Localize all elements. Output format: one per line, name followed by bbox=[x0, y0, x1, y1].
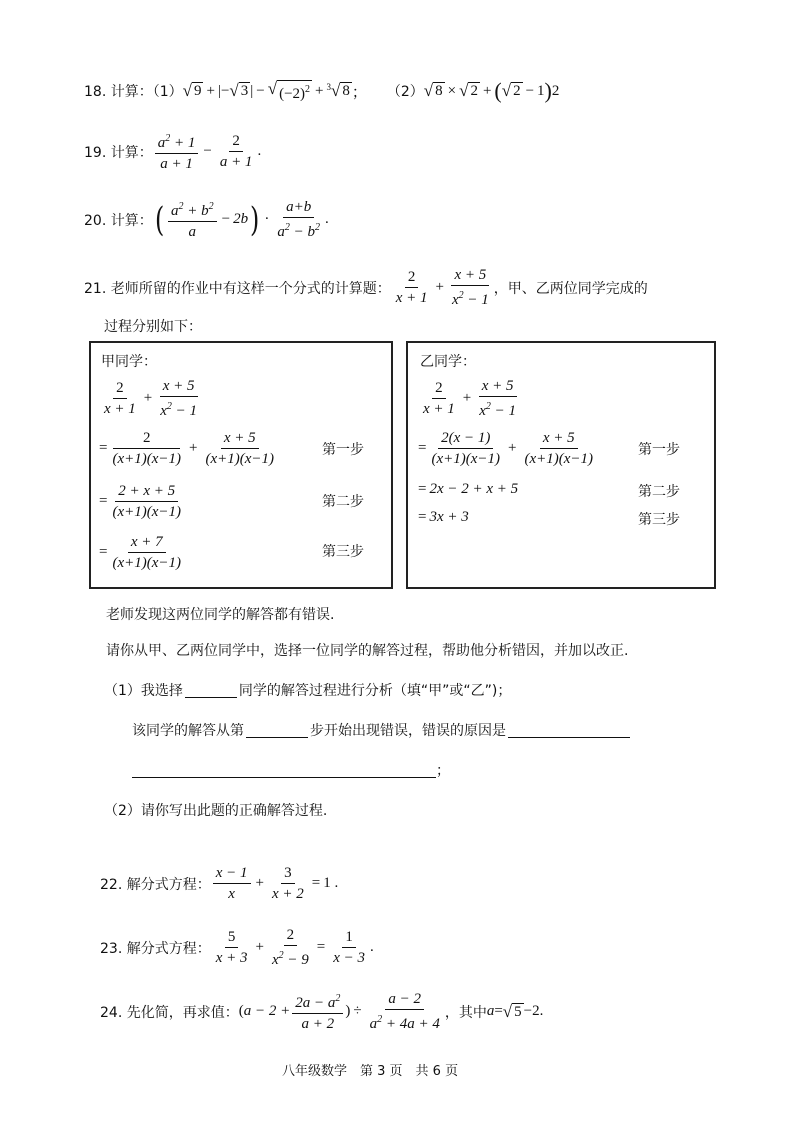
question-22 bbox=[100, 864, 338, 903]
q24-value: a = √ 5 −2. bbox=[486, 1001, 544, 1021]
part1-end: ； bbox=[436, 763, 450, 779]
question-24 bbox=[100, 990, 543, 1033]
question-22-label: 22. 解分式方程： bbox=[100, 876, 211, 893]
yi-step2-label: 第二步 bbox=[638, 484, 680, 500]
q20-expression: ( $\frac{a^2 + b^2}{a}$ − 2b ) · $\frac{a+b}{a^2 - b^2}$ . bbox=[154, 199, 329, 240]
error-reason-blank[interactable] bbox=[508, 723, 630, 738]
page-footer: 八年级数学 第 3 页 共 6 页 bbox=[282, 1064, 459, 1079]
q18-part2-label: （2） bbox=[386, 84, 424, 100]
question-24-label: 24. 先化简，再求值： bbox=[100, 1004, 239, 1021]
part1-reason-text: 步开始出现错误，错误的原因是 bbox=[310, 723, 506, 739]
q19-expression: $\frac{a^2 + 1}{a + 1}$ − $\frac{2}{a + 1}$ . bbox=[153, 130, 261, 173]
question-20-label: 20. 计算： bbox=[84, 212, 153, 229]
question-21-instruction: 请你从甲、乙两位同学中，选择一位同学的解答过程，帮助他分析错因，并加以改正. bbox=[106, 643, 629, 659]
question-18-label: 18. 计算：（1） bbox=[84, 84, 183, 100]
q24-expression: ( a − 2 + $\frac{2a - a^2}{a + 2}$ ) ÷ $\frac{a - 2}{a^2 + 4a + 4}$ bbox=[238, 991, 440, 1032]
question-19-label: 19. 计算： bbox=[84, 144, 153, 161]
part1-choose-text-2: 同学的解答过程进行分析（填“甲”或“乙”)； bbox=[238, 683, 512, 699]
error-step-blank[interactable] bbox=[246, 723, 308, 738]
yi-step3-label: 第三步 bbox=[638, 512, 680, 528]
question-24-tail: ，其中 bbox=[444, 1004, 487, 1021]
q18-expression-1: √ 9 + |− √ 3 | − √ $(-2)^2$ + 3 √ 8 ； bbox=[182, 78, 367, 102]
box-jia-title: 甲同学： bbox=[101, 354, 157, 370]
question-20 bbox=[84, 198, 329, 241]
solution-box-jia bbox=[89, 341, 393, 589]
yi-step3-expression: = 3x + 3 bbox=[418, 509, 469, 525]
question-19 bbox=[84, 130, 261, 173]
jia-step2-expression: = $\frac{2 + x + 5}{(x+1)(x-1)}$ bbox=[99, 483, 182, 520]
question-21-part1-row3 bbox=[132, 760, 450, 780]
question-21-part2: （2）请你写出此题的正确解答过程. bbox=[104, 803, 328, 819]
jia-step1-expression: = $\frac{2}{(x+1)(x-1)}$ + $\frac{x + 5}{(x+1)(x-1)}$ bbox=[99, 430, 275, 467]
question-21-note: 老师发现这两位同学的解答都有错误. bbox=[106, 607, 335, 623]
jia-step1-label: 第一步 bbox=[322, 442, 364, 458]
question-21 bbox=[84, 266, 648, 309]
question-23-label: 23. 解分式方程： bbox=[100, 940, 211, 957]
yi-step2-expression: = 2x − 2 + x + 5 bbox=[418, 481, 519, 497]
question-21-part1-row2 bbox=[132, 720, 630, 740]
question-21-label: 21. 老师所留的作业中有这样一个分式的计算题： bbox=[84, 280, 391, 297]
part1-choose-text: （1）我选择 bbox=[104, 683, 183, 699]
jia-step2-label: 第二步 bbox=[322, 494, 364, 510]
yi-step1-label: 第一步 bbox=[638, 442, 680, 458]
choose-student-blank[interactable] bbox=[185, 683, 237, 698]
solution-box-yi bbox=[406, 341, 716, 589]
question-21-line2: 过程分别如下： bbox=[104, 319, 202, 335]
error-reason-blank-2[interactable] bbox=[132, 763, 436, 778]
yi-original-expression: $\frac{2}{x + 1}$ + $\frac{x + 5}{x^2 - 1}$ bbox=[423, 378, 517, 419]
q18-expression-2: √ 8 × √ 2 + ( √ 2 − 1 ) 2 bbox=[423, 78, 560, 103]
q22-expression: $\frac{x - 1}{x}$ + $\frac{3}{x + 2}$ = 1 . bbox=[211, 864, 339, 903]
question-21-tail: ，甲、乙两位同学完成的 bbox=[493, 280, 648, 297]
box-yi-title: 乙同学： bbox=[420, 354, 476, 370]
question-21-part1-row1 bbox=[104, 680, 511, 700]
question-23 bbox=[100, 926, 374, 969]
question-18 bbox=[84, 78, 559, 104]
q21-expression: $\frac{2}{x + 1}$ + $\frac{x + 5}{x^2 - 1}$ bbox=[395, 267, 489, 308]
part1-step-text: 该同学的解答从第 bbox=[132, 723, 244, 739]
q23-expression: $\frac{5}{x + 3}$ + $\frac{2}{x^2 - 9}$ = $\frac{1}{x - 3}$ . bbox=[215, 927, 374, 968]
yi-step1-expression: = $\frac{2(x - 1)}{(x+1)(x-1)}$ + $\frac{x + 5}{(x+1)(x-1)}$ bbox=[418, 430, 594, 467]
jia-step3-expression: = $\frac{x + 7}{(x+1)(x-1)}$ bbox=[99, 534, 182, 571]
jia-step3-label: 第三步 bbox=[322, 544, 364, 560]
jia-original-expression: $\frac{2}{x + 1}$ + $\frac{x + 5}{x^2 - 1}$ bbox=[104, 378, 198, 419]
